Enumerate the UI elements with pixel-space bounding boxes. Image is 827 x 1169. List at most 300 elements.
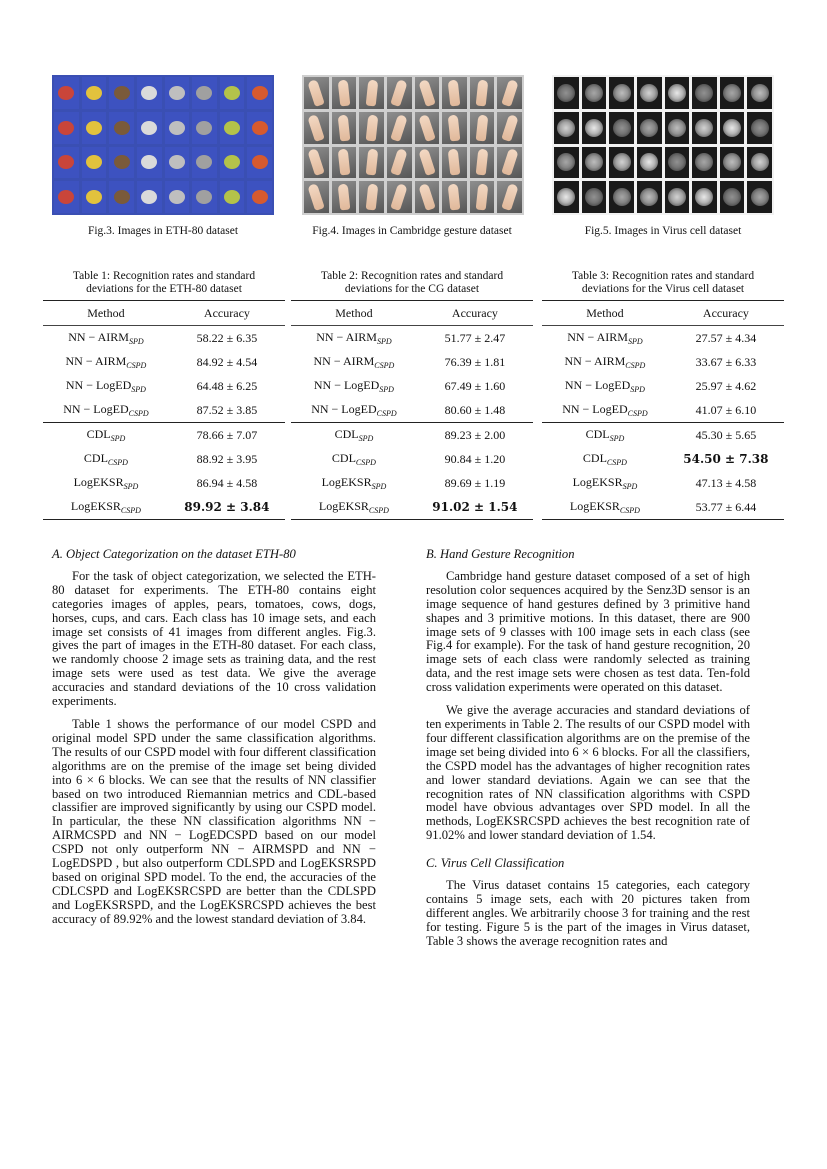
- method-subscript: SPD: [371, 482, 387, 491]
- image-thumbnail: [665, 147, 690, 179]
- method-subscript: SPD: [128, 337, 144, 346]
- method-name: CDL: [582, 451, 607, 465]
- method-cell: [291, 447, 417, 471]
- cg-image-content: [365, 114, 378, 141]
- virus-image-content: [695, 153, 713, 171]
- image-thumbnail: [247, 147, 272, 179]
- method-name: NN − AIRM: [313, 354, 375, 368]
- image-thumbnail: [442, 77, 467, 109]
- table-row: [43, 495, 285, 520]
- image-thumbnail: [415, 181, 440, 213]
- method-name: NN − LogED: [311, 402, 377, 416]
- image-thumbnail: [332, 112, 357, 144]
- method-name: NN − LogED: [562, 402, 628, 416]
- method-name: CDL: [334, 427, 359, 441]
- cg-image-content: [501, 148, 519, 176]
- image-thumbnail: [54, 77, 79, 109]
- image-thumbnail: [387, 181, 412, 213]
- image-thumbnail: [332, 147, 357, 179]
- table-2-caption: [291, 270, 533, 300]
- method-subscript: CSPD: [625, 361, 646, 370]
- image-thumbnail: [747, 181, 772, 213]
- method-cell: [291, 350, 417, 374]
- accuracy-cell: 54.50 ± 7.38: [683, 452, 769, 466]
- image-thumbnail: [220, 147, 245, 179]
- cg-image-content: [476, 149, 489, 176]
- eth-image-content: [114, 155, 130, 169]
- method-subscript: CSPD: [374, 361, 395, 370]
- eth-image-content: [224, 190, 240, 204]
- method-name: LogEKSR: [572, 475, 623, 489]
- image-thumbnail: [415, 112, 440, 144]
- virus-image-content: [613, 153, 631, 171]
- image-thumbnail: [109, 77, 134, 109]
- cg-image-content: [418, 79, 436, 107]
- image-thumbnail: [137, 181, 162, 213]
- method-cell: [542, 350, 668, 374]
- image-thumbnail: [692, 147, 717, 179]
- eth-image-content: [169, 121, 185, 135]
- cg-image-content: [365, 149, 378, 176]
- cg-image-content: [501, 114, 519, 142]
- image-thumbnail: [720, 77, 745, 109]
- image-thumbnail: [554, 181, 579, 213]
- virus-image-content: [695, 188, 713, 206]
- method-name: NN − LogED: [65, 378, 132, 392]
- table-2: [291, 270, 533, 520]
- image-thumbnail: [747, 112, 772, 144]
- method-subscript: CSPD: [355, 458, 376, 467]
- method-subscript: SPD: [622, 482, 638, 491]
- method-cell: [43, 495, 169, 520]
- method-name: NN − AIRM: [567, 330, 628, 344]
- cg-image-content: [390, 148, 408, 176]
- table-row: [43, 326, 285, 351]
- image-thumbnail: [720, 181, 745, 213]
- image-thumbnail: [137, 147, 162, 179]
- method-name: CDL: [585, 427, 610, 441]
- eth-image-content: [224, 86, 240, 100]
- method-cell: [291, 398, 417, 423]
- image-thumbnail: [497, 147, 522, 179]
- method-subscript: SPD: [131, 385, 146, 394]
- virus-image-content: [723, 188, 741, 206]
- method-subscript: CSPD: [126, 361, 147, 370]
- eth-image-content: [58, 121, 74, 135]
- virus-image-content: [585, 188, 603, 206]
- method-cell: [43, 447, 169, 471]
- eth-image-content: [114, 86, 130, 100]
- table-row: [542, 350, 784, 374]
- cg-image-content: [365, 184, 378, 211]
- cg-image-content: [308, 148, 326, 176]
- eth-image-content: [114, 190, 130, 204]
- eth-image-content: [58, 190, 74, 204]
- virus-image-content: [557, 188, 575, 206]
- image-thumbnail: [582, 181, 607, 213]
- accuracy-cell: 47.13 ± 4.58: [695, 475, 757, 490]
- image-thumbnail: [220, 77, 245, 109]
- cg-image-content: [390, 79, 408, 107]
- method-cell: [542, 398, 668, 423]
- section-c-paragraph-1: The Virus dataset contains 15 categories, each category contains 5 image sets, each with 20 pictures taken from different angles. We arbitrarily choose 3 for training and the rest for testing. Figure 5 is the part of the images in Virus dataset, Table 3 shows the average recognition rates and: [426, 878, 750, 948]
- image-thumbnail: [82, 147, 107, 179]
- table-1: [43, 270, 285, 520]
- image-thumbnail: [359, 112, 384, 144]
- accuracy-cell: 64.48 ± 6.25: [196, 378, 258, 393]
- accuracy-header: Accuracy: [169, 301, 285, 326]
- image-thumbnail: [497, 181, 522, 213]
- virus-image-content: [751, 84, 769, 102]
- table-row: [43, 423, 285, 448]
- accuracy-cell: 33.67 ± 6.33: [695, 354, 757, 369]
- image-thumbnail: [470, 147, 495, 179]
- method-name: LogEKSR: [569, 499, 620, 513]
- table-row: [291, 447, 533, 471]
- image-thumbnail: [692, 181, 717, 213]
- cg-image-content: [308, 183, 326, 211]
- eth-image-content: [169, 155, 185, 169]
- image-thumbnail: [359, 77, 384, 109]
- virus-image-content: [723, 119, 741, 137]
- table-caption-line: Table 3: Recognition rates and standard: [571, 270, 755, 282]
- section-c-heading: C. Virus Cell Classification: [426, 856, 565, 871]
- table-row: [43, 471, 285, 495]
- image-thumbnail: [82, 181, 107, 213]
- cg-image-content: [338, 184, 351, 211]
- cg-image-content: [418, 183, 436, 211]
- method-subscript: SPD: [627, 337, 643, 346]
- cg-image-content: [365, 79, 378, 106]
- table-row: [43, 374, 285, 398]
- cg-image-content: [338, 149, 351, 176]
- table-row: [542, 423, 784, 448]
- eth-image-content: [252, 121, 268, 135]
- method-subscript: CSPD: [619, 506, 640, 515]
- virus-image-content: [613, 119, 631, 137]
- cg-image-content: [501, 183, 519, 211]
- image-thumbnail: [304, 77, 329, 109]
- image-thumbnail: [247, 77, 272, 109]
- method-subscript: CSPD: [107, 458, 128, 467]
- accuracy-cell: 51.77 ± 2.47: [444, 330, 506, 345]
- cg-image-content: [501, 79, 519, 107]
- method-name: LogEKSR: [318, 499, 369, 513]
- accuracy-cell: 45.30 ± 5.65: [668, 423, 784, 448]
- image-thumbnail: [304, 181, 329, 213]
- table-caption-line: deviations for the Virus cell dataset: [581, 283, 745, 295]
- virus-image-content: [640, 119, 658, 137]
- method-name: NN − AIRM: [68, 330, 129, 344]
- eth-image-content: [196, 190, 212, 204]
- image-thumbnail: [82, 77, 107, 109]
- image-thumbnail: [692, 112, 717, 144]
- eth-image-content: [196, 121, 212, 135]
- virus-image-content: [723, 84, 741, 102]
- table-row: [542, 471, 784, 495]
- table-row: [43, 350, 285, 374]
- eth-image-content: [86, 86, 102, 100]
- table-3-caption: [542, 270, 784, 300]
- image-thumbnail: [247, 112, 272, 144]
- image-thumbnail: [359, 181, 384, 213]
- image-thumbnail: [665, 77, 690, 109]
- eth-image-content: [58, 86, 74, 100]
- virus-image-content: [668, 84, 686, 102]
- image-thumbnail: [387, 77, 412, 109]
- method-subscript: SPD: [379, 385, 394, 394]
- image-thumbnail: [582, 77, 607, 109]
- method-name: NN − LogED: [63, 402, 129, 416]
- image-thumbnail: [720, 147, 745, 179]
- virus-image-content: [668, 119, 686, 137]
- virus-image-content: [723, 153, 741, 171]
- image-thumbnail: [109, 112, 134, 144]
- method-cell: [291, 326, 417, 351]
- cg-image-content: [476, 114, 489, 141]
- image-thumbnail: [554, 147, 579, 179]
- image-thumbnail: [359, 147, 384, 179]
- method-name: CDL: [331, 451, 356, 465]
- eth-image-content: [252, 86, 268, 100]
- method-header: Method: [542, 301, 668, 326]
- method-name: NN − LogED: [564, 378, 631, 392]
- method-cell: [291, 495, 417, 520]
- image-thumbnail: [470, 112, 495, 144]
- method-cell: [43, 471, 169, 495]
- cg-image-content: [338, 114, 351, 141]
- method-cell: [43, 423, 169, 448]
- virus-image-content: [557, 153, 575, 171]
- virus-image-content: [640, 84, 658, 102]
- method-header: Method: [291, 301, 417, 326]
- method-subscript: SPD: [376, 337, 392, 346]
- image-thumbnail: [332, 77, 357, 109]
- method-name: LogEKSR: [73, 475, 124, 489]
- accuracy-cell: 90.84 ± 1.20: [444, 451, 506, 466]
- accuracy-cell: 76.39 ± 1.81: [444, 354, 506, 369]
- virus-cell-image-grid: [552, 75, 774, 215]
- cg-image-content: [448, 149, 461, 176]
- cg-image-content: [308, 114, 326, 142]
- image-thumbnail: [192, 147, 217, 179]
- method-name: NN − AIRM: [316, 330, 377, 344]
- image-thumbnail: [442, 112, 467, 144]
- virus-image-content: [640, 153, 658, 171]
- image-thumbnail: [747, 77, 772, 109]
- image-thumbnail: [582, 147, 607, 179]
- table-row: [43, 447, 285, 471]
- method-subscript: CSPD: [128, 409, 149, 418]
- method-cell: [542, 447, 668, 471]
- section-b-paragraph-2: We give the average accuracies and standard deviations of ten experiments in Table 2. The results of our CSPD model with four different classification algorithms are on the premise of the image set being divided into 6 × 6 blocks. For all the classifiers, the CSPD model has the advantages of higher recognition rates and lower standard deviations. Again we can see that the recognition rates of NN classification algorithms with CSPD model have obvious advantages over SPD model. In all the methods, LogEKSRCSPD achieves the best recognition rate of 91.02% and lower standard deviation of 1.54.: [426, 703, 750, 843]
- figure-3-caption: Fig.3. Images in ETH-80 dataset: [87, 225, 239, 237]
- eth-image-content: [224, 155, 240, 169]
- image-thumbnail: [109, 181, 134, 213]
- image-thumbnail: [304, 147, 329, 179]
- method-cell: [542, 326, 668, 351]
- method-cell: [43, 350, 169, 374]
- image-thumbnail: [554, 77, 579, 109]
- method-cell: [291, 374, 417, 398]
- cg-image-content: [418, 148, 436, 176]
- accuracy-cell: 58.22 ± 6.35: [196, 330, 258, 345]
- accuracy-cell: 80.60 ± 1.48: [444, 402, 506, 417]
- method-subscript: SPD: [609, 434, 625, 443]
- method-name: CDL: [86, 427, 111, 441]
- virus-image-content: [751, 119, 769, 137]
- figure-5-caption: Fig.5. Images in Virus cell dataset: [584, 225, 742, 237]
- cg-image-content: [448, 114, 461, 141]
- image-thumbnail: [192, 181, 217, 213]
- image-thumbnail: [137, 77, 162, 109]
- image-thumbnail: [609, 112, 634, 144]
- cg-image-content: [338, 79, 351, 106]
- table-row: [542, 374, 784, 398]
- image-thumbnail: [720, 112, 745, 144]
- method-cell: [291, 423, 417, 448]
- table-1-caption: [43, 270, 285, 300]
- method-subscript: CSPD: [368, 506, 389, 515]
- accuracy-header: Accuracy: [417, 301, 533, 326]
- image-thumbnail: [415, 77, 440, 109]
- image-thumbnail: [637, 77, 662, 109]
- image-thumbnail: [497, 112, 522, 144]
- image-thumbnail: [665, 112, 690, 144]
- method-cell: [542, 374, 668, 398]
- image-thumbnail: [609, 77, 634, 109]
- virus-image-content: [613, 188, 631, 206]
- table-caption-line: deviations for the ETH-80 dataset: [86, 283, 242, 295]
- cambridge-gesture-image-grid: [302, 75, 524, 215]
- method-name: CDL: [83, 451, 108, 465]
- table-caption-line: deviations for the CG dataset: [344, 283, 480, 295]
- image-thumbnail: [415, 147, 440, 179]
- table-row: [291, 374, 533, 398]
- table-row: [291, 423, 533, 448]
- eth-image-content: [141, 190, 157, 204]
- method-name: NN − LogED: [313, 378, 380, 392]
- method-subscript: SPD: [630, 385, 645, 394]
- image-thumbnail: [442, 147, 467, 179]
- cg-image-content: [418, 114, 436, 142]
- cg-image-content: [448, 184, 461, 211]
- figure-4-caption: Fig.4. Images in Cambridge gesture dataset: [312, 225, 512, 237]
- table-3: [542, 270, 784, 520]
- image-thumbnail: [637, 147, 662, 179]
- virus-image-content: [695, 84, 713, 102]
- image-thumbnail: [582, 112, 607, 144]
- accuracy-cell: 89.92 ± 3.84: [169, 495, 285, 520]
- image-thumbnail: [165, 112, 190, 144]
- eth-image-content: [86, 155, 102, 169]
- image-thumbnail: [192, 77, 217, 109]
- virus-image-content: [751, 188, 769, 206]
- eth-image-content: [86, 121, 102, 135]
- image-thumbnail: [387, 112, 412, 144]
- accuracy-cell: 41.07 ± 6.10: [695, 402, 757, 417]
- method-cell: [43, 326, 169, 351]
- image-thumbnail: [54, 181, 79, 213]
- virus-image-content: [668, 188, 686, 206]
- table-row: [291, 350, 533, 374]
- virus-image-content: [640, 188, 658, 206]
- image-thumbnail: [637, 112, 662, 144]
- left-column: [52, 548, 376, 936]
- image-thumbnail: [609, 147, 634, 179]
- image-thumbnail: [192, 112, 217, 144]
- virus-image-content: [557, 84, 575, 102]
- section-a-heading: A. Object Categorization on the dataset ETH-80: [52, 547, 296, 561]
- eth-image-content: [169, 86, 185, 100]
- right-column: [426, 548, 750, 958]
- accuracy-cell: 78.66 ± 7.07: [169, 423, 285, 448]
- accuracy-cell: 84.92 ± 4.54: [196, 354, 258, 369]
- accuracy-cell: 89.69 ± 1.19: [444, 475, 506, 490]
- method-subscript: SPD: [110, 434, 126, 443]
- table-row: [43, 398, 285, 423]
- virus-image-content: [613, 84, 631, 102]
- method-name: NN − AIRM: [564, 354, 626, 368]
- image-thumbnail: [165, 147, 190, 179]
- image-thumbnail: [332, 181, 357, 213]
- method-name: LogEKSR: [321, 475, 372, 489]
- eth-image-content: [169, 190, 185, 204]
- virus-image-content: [695, 119, 713, 137]
- accuracy-cell: 89.23 ± 2.00: [417, 423, 533, 448]
- image-thumbnail: [747, 147, 772, 179]
- accuracy-cell: 86.94 ± 4.58: [196, 475, 258, 490]
- accuracy-cell: 91.02 ± 1.54: [417, 495, 533, 520]
- method-subscript: SPD: [358, 434, 374, 443]
- table-row: [291, 495, 533, 520]
- image-thumbnail: [387, 147, 412, 179]
- table-row: [542, 447, 784, 471]
- eth-image-content: [196, 86, 212, 100]
- image-thumbnail: [220, 112, 245, 144]
- method-cell: [43, 398, 169, 423]
- eth-image-content: [58, 155, 74, 169]
- method-cell: [43, 374, 169, 398]
- method-subscript: CSPD: [627, 409, 648, 418]
- image-thumbnail: [609, 181, 634, 213]
- eth80-image-grid: [52, 75, 274, 215]
- accuracy-cell: 25.97 ± 4.62: [695, 378, 757, 393]
- table-caption-line: Table 2: Recognition rates and standard: [320, 270, 504, 282]
- image-thumbnail: [637, 181, 662, 213]
- eth-image-content: [196, 155, 212, 169]
- method-subscript: SPD: [123, 482, 139, 491]
- image-thumbnail: [137, 112, 162, 144]
- virus-image-content: [585, 119, 603, 137]
- eth-image-content: [141, 121, 157, 135]
- image-thumbnail: [554, 112, 579, 144]
- table-caption-line: Table 1: Recognition rates and standard: [72, 270, 256, 282]
- method-name: LogEKSR: [70, 499, 121, 513]
- eth-image-content: [141, 86, 157, 100]
- accuracy-cell: 53.77 ± 6.44: [668, 495, 784, 520]
- image-thumbnail: [220, 181, 245, 213]
- image-thumbnail: [247, 181, 272, 213]
- method-name: NN − AIRM: [65, 354, 127, 368]
- image-thumbnail: [442, 181, 467, 213]
- image-thumbnail: [470, 181, 495, 213]
- eth-image-content: [141, 155, 157, 169]
- image-thumbnail: [692, 77, 717, 109]
- image-thumbnail: [665, 181, 690, 213]
- cg-image-content: [390, 183, 408, 211]
- image-thumbnail: [54, 147, 79, 179]
